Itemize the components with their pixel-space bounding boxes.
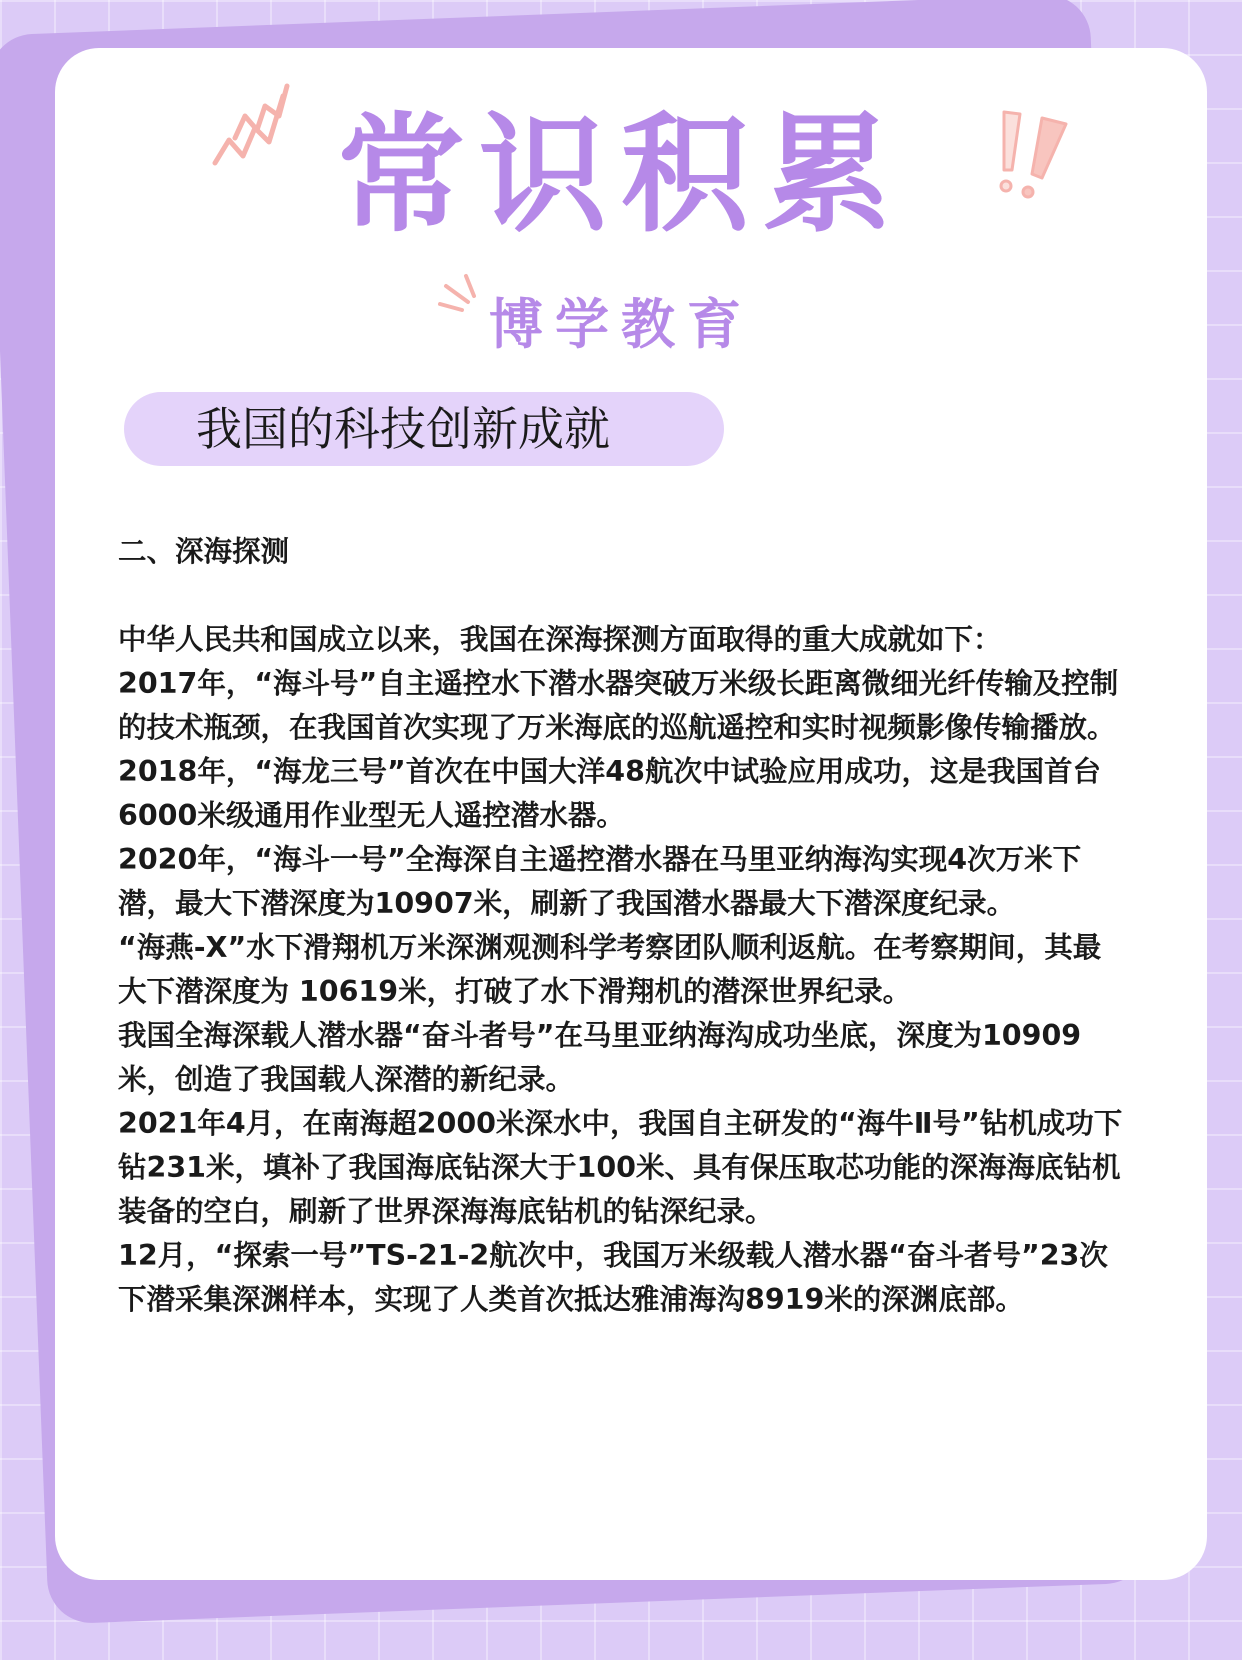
paragraph: 2021年4月，在南海超2000米深水中，我国自主研发的“海牛Ⅱ号”钻机成功下钻231米，填补了我国海底钻深大于100米、具有保压取芯功能的深海海底钻机装备的空白，刷新了世界深海海底钻机的钻深纪录。 [118, 1107, 1123, 1228]
paragraph: 我国全海深载人潜水器“奋斗者号”在马里亚纳海沟成功坐底，深度为10909米，创造了我国载人深潜的新纪录。 [118, 1019, 1082, 1096]
paragraph: 2018年，“海龙三号”首次在中国大洋48航次中试验应用成功，这是我国首台6000米级通用作业型无人遥控潜水器。 [118, 755, 1101, 832]
topic-label: 我国的科技创新成就 [196, 402, 610, 456]
article-body [118, 530, 1128, 1322]
paragraph: 12月，“探索一号”TS-21-2航次中，我国万米级载人潜水器“奋斗者号”23次下潜采集深渊样本，实现了人类首次抵达雅浦海沟8919米的深渊底部。 [118, 1239, 1108, 1316]
paragraph: 2020年，“海斗一号”全海深自主遥控潜水器在马里亚纳海沟实现4次万米下潜，最大下潜深度为10907米，刷新了我国潜水器最大下潜深度纪录。 [118, 843, 1082, 920]
paragraph: “海燕-X”水下滑翔机万米深渊观测科学考察团队顺利返航。在考察期间，其最大下潜深度为 10619米，打破了水下滑翔机的潜深世界纪录。 [118, 931, 1102, 1008]
page-subtitle: 博学教育 [489, 293, 753, 356]
page-title: 常识积累 [336, 101, 905, 250]
paragraph: 2017年，“海斗号”自主遥控水下潜水器突破万米级长距离微细光纤传输及控制的技术瓶颈，在我国首次实现了万米海底的巡航遥控和实时视频影像传输播放。 [118, 667, 1119, 744]
section-heading: 二、深海探测 [118, 535, 290, 568]
topic-banner [124, 392, 724, 466]
paragraph: 中华人民共和国成立以来，我国在深海探测方面取得的重大成就如下： [118, 623, 1002, 656]
